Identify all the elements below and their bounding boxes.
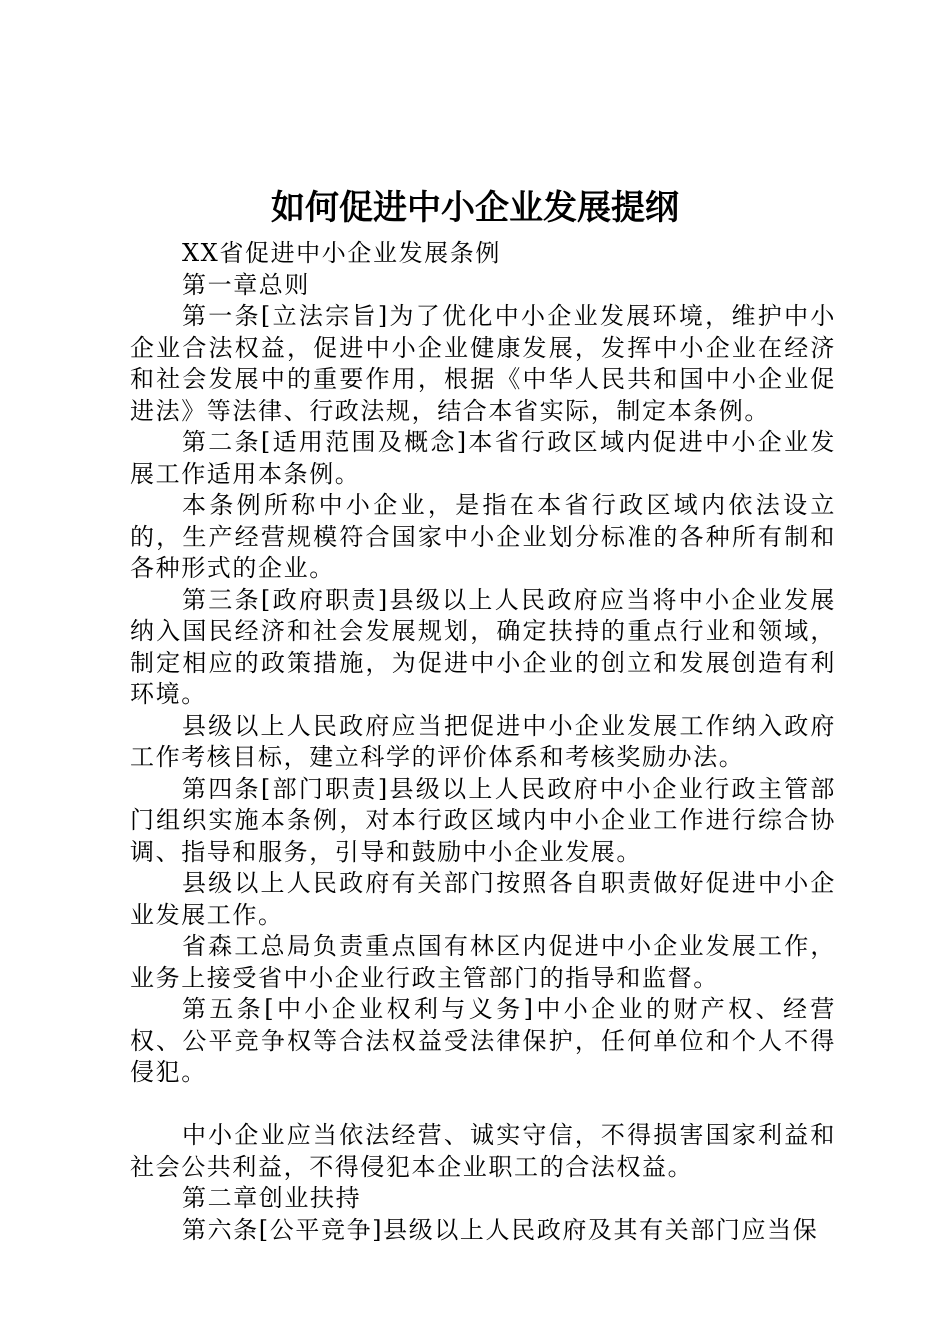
- article-paragraph: 第二条[适用范围及概念]本省行政区域内促进中小企业发展工作适用本条例。: [130, 428, 836, 488]
- regulation-name: XX省促进中小企业发展条例: [182, 239, 501, 267]
- chapter-heading: 第一章总则: [182, 270, 310, 299]
- article-paragraph: 本条例所称中小企业，是指在本省行政区域内依法设立的，生产经营规模符合国家中小企业划分标准的各种所有制和各种形式的企业。: [130, 491, 836, 582]
- article-paragraph: 县级以上人民政府应当把促进中小企业发展工作纳入政府工作考核目标，建立科学的评价体系和考核奖励办法。: [130, 711, 836, 771]
- article-paragraph: 第六条[公平竞争]县级以上人民政府及其有关部门应当保: [182, 1215, 819, 1244]
- article-paragraph: 省森工总局负责重点国有林区内促进中小企业发展工作，业务上接受省中小企业行政主管部门的指导和监督。: [130, 932, 836, 992]
- article-paragraph: 中小企业应当依法经营、诚实守信，不得损害国家利益和社会公共利益，不得侵犯本企业职工的合法权益。: [130, 1121, 836, 1181]
- article-paragraph: 县级以上人民政府有关部门按照各自职责做好促进中小企业发展工作。: [130, 869, 836, 929]
- document-body: [130, 238, 836, 1246]
- article-paragraph: 第三条[政府职责]县级以上人民政府应当将中小企业发展纳入国民经济和社会发展规划，确定扶持的重点行业和领域，制定相应的政策措施，为促进中小企业的创立和发展创造有利环境。: [130, 585, 836, 708]
- article-paragraph: 第四条[部门职责]县级以上人民政府中小企业行政主管部门组织实施本条例，对本行政区域内中小企业工作进行综合协调、指导和服务，引导和鼓励中小企业发展。: [130, 774, 836, 866]
- document-title: 如何促进中小企业发展提纲: [271, 188, 679, 228]
- article-paragraph: 第五条[中小企业权利与义务]中小企业的财产权、经营权、公平竞争权等合法权益受法律保护，任何单位和个人不得侵犯。: [130, 995, 836, 1086]
- article-paragraph: 第一条[立法宗旨]为了优化中小企业发展环境，维护中小企业合法权益，促进中小企业健康发展，发挥中小企业在经济和社会发展中的重要作用，根据《中华人民共和国中小企业促进法》等法律、行政法规，结合本省实际，制定本条例。: [130, 302, 836, 425]
- blank-line: [130, 1089, 836, 1121]
- chapter-heading: 第二章创业扶持: [182, 1184, 362, 1212]
